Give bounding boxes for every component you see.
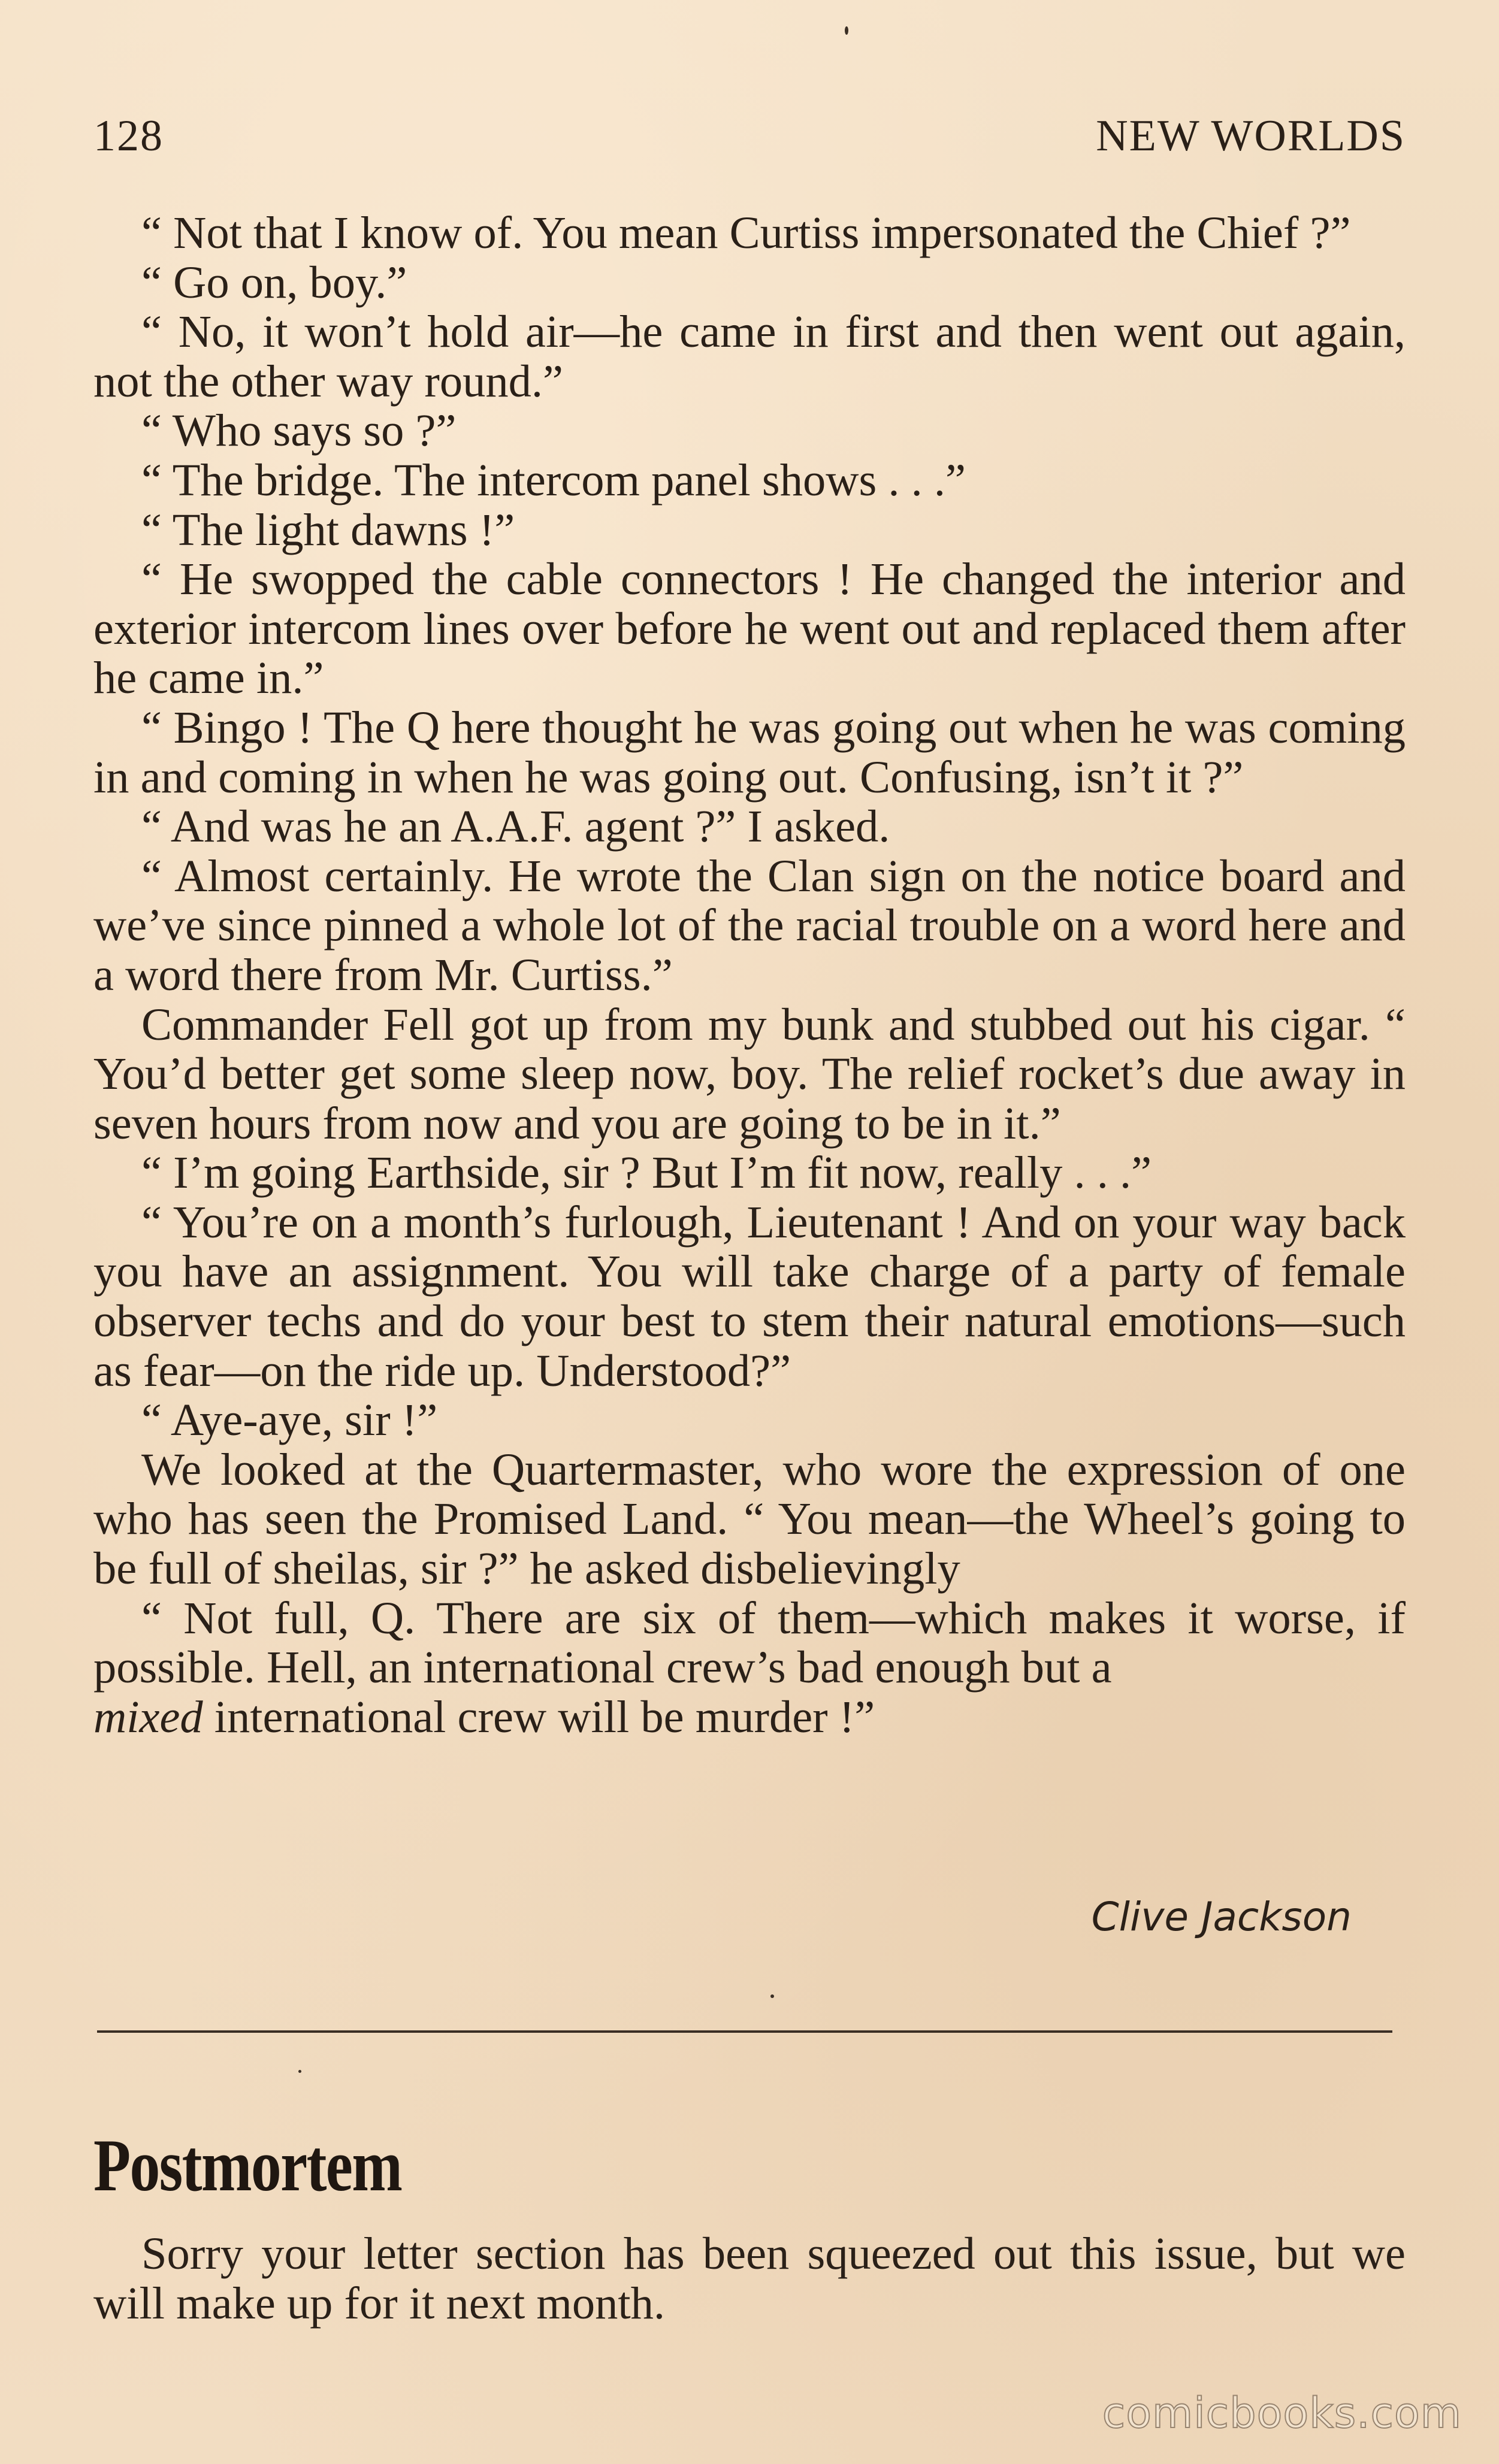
running-head [93, 111, 1406, 165]
story-text [93, 208, 1406, 1742]
section-heading: Postmortem [93, 2124, 402, 2206]
page-number: 128 [93, 111, 164, 161]
story-paragraph: “ Go on, boy.” [141, 256, 407, 308]
story-paragraph: “ I’m going Earthside, sir ? But I’m fit now, really . . .” [141, 1147, 1152, 1198]
paper-speck [845, 26, 848, 35]
story-paragraph: “ Who says so ?” [141, 405, 457, 456]
story-paragraph: “ The bridge. The intercom panel shows . . .” [141, 454, 966, 505]
paper-speck [298, 2070, 301, 2073]
section-divider [97, 2030, 1392, 2033]
story-paragraph: “ Not that I know of. You mean Curtiss impersonated the Chief ?” [141, 207, 1351, 258]
italic-word: mixed [93, 1691, 203, 1742]
story-paragraph: “ No, it won’t hold air—he came in first and then went out again, not the other way round.” [93, 306, 1406, 407]
story-paragraph: “ And was he an A.A.F. agent ?” I asked. [141, 801, 890, 852]
story-paragraph: Commander Fell got up from my bunk and stubbed out his cigar. “ You’d better get some sleep now, boy. The relief rocket’s due away in seven hours from now and you are going to be in it.” [93, 998, 1406, 1149]
postmortem-text [93, 2229, 1406, 2328]
paper-speck [770, 1994, 774, 1998]
story-paragraph: We looked at the Quartermaster, who wore the expression of one who has seen the Promised Land. “ You mean—the Wheel’s going to be full of sheilas, sir ?” he asked disbelievingly [93, 1443, 1406, 1594]
story-paragraph: “ You’re on a month’s furlough, Lieutenant ! And on your way back you have an assignment. You will take charge of a party of female observer techs and do your best to stem their natural emotions—such as fear—on the ride up. Understood?” [93, 1196, 1406, 1396]
story-paragraph: “ Aye-aye, sir !” [141, 1394, 438, 1446]
author-signature: Clive Jackson [1091, 1894, 1352, 1940]
story-paragraph: “ Not full, Q. There are six of them—which makes it worse, if possible. Hell, an international crew’s bad enough but a [93, 1592, 1406, 1693]
story-paragraph: “ Almost certainly. He wrote the Clan sign on the notice board and we’ve since pinned a whole lot of the racial trouble on a word here and a word there from Mr. Curtiss.” [93, 850, 1406, 1000]
final-line-text: international crew will be murder !” [203, 1691, 875, 1742]
postmortem-paragraph: Sorry your letter section has been squeezed out this issue, but we will make up for it next month. [93, 2228, 1406, 2329]
watermark: comicbooks.com [1102, 2389, 1462, 2438]
story-paragraph: “ Bingo ! The Q here thought he was going out when he was coming in and coming in when he was going out. Confusing, isn’t it ?” [93, 701, 1406, 803]
story-paragraph: “ The light dawns !” [141, 504, 515, 555]
journal-title: NEW WORLDS [1096, 111, 1406, 161]
story-final-line [93, 1693, 1406, 1742]
story-paragraph: “ He swopped the cable connectors ! He changed the interior and exterior intercom lines over before he went out and replaced them after he came in.” [93, 553, 1406, 704]
